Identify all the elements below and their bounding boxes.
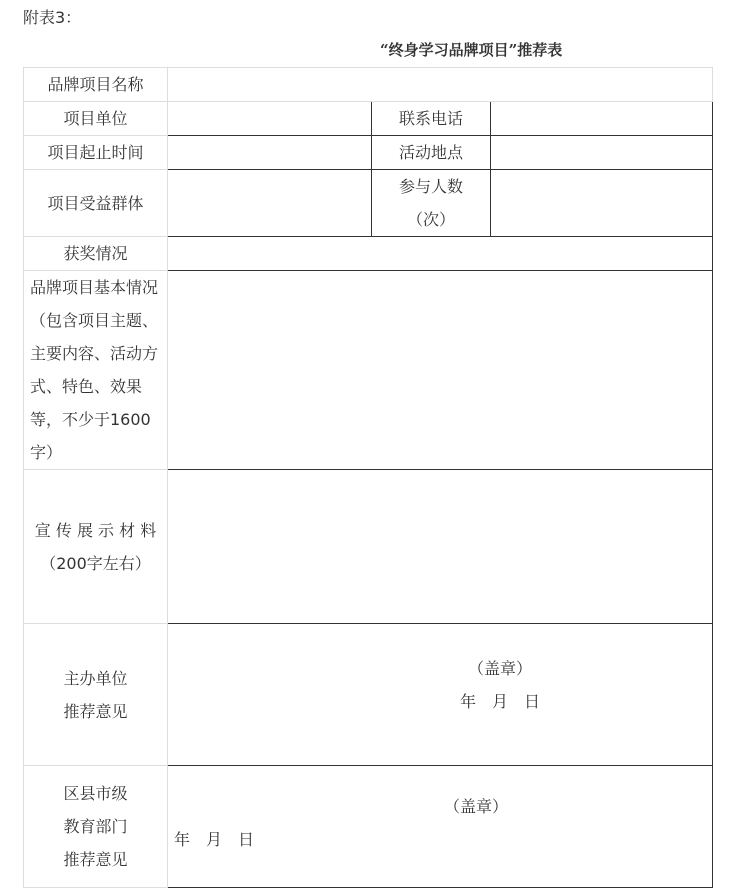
appendix-label: 附表3： [23, 8, 82, 27]
district-line-3: 推荐意见 [63, 850, 128, 869]
form-title: “终身学习品牌项目”推荐表 [380, 41, 563, 59]
basic-info-line-3: 主要内容、活动方 [30, 344, 159, 363]
row-period [24, 136, 713, 170]
label-brand-name: 品牌项目名称 [24, 68, 168, 102]
field-participants[interactable] [491, 170, 713, 237]
promo-line-1: 宣 传 展 示 材 料 [34, 520, 157, 540]
row-awards [24, 237, 713, 271]
field-beneficiary[interactable] [168, 170, 372, 237]
field-promo[interactable] [168, 470, 713, 624]
label-unit: 项目单位 [24, 102, 168, 136]
organizer-line-2: 推荐意见 [63, 701, 128, 721]
organizer-date: 年 月 日 [459, 692, 540, 711]
organizer-line-1: 主办单位 [63, 668, 128, 688]
field-basic-info[interactable] [168, 271, 713, 470]
field-district[interactable] [168, 766, 713, 888]
label-participants-line2: （次） [406, 210, 455, 229]
field-phone[interactable] [491, 102, 713, 136]
row-district [24, 766, 713, 888]
label-awards: 获奖情况 [24, 237, 168, 271]
recommendation-form-table [23, 67, 713, 888]
promo-line-2: （200字左右） [40, 553, 151, 573]
basic-info-line-5: 等，不少于1600 [30, 410, 151, 429]
row-brand-name [24, 68, 713, 102]
district-date: 年 月 日 [174, 830, 255, 849]
label-basic-info [24, 271, 168, 470]
field-period[interactable] [168, 136, 372, 170]
field-organizer[interactable] [168, 624, 713, 766]
label-participants [372, 170, 491, 237]
field-brand-name[interactable] [168, 68, 713, 102]
label-organizer [24, 624, 168, 766]
label-period: 项目起止时间 [24, 136, 168, 170]
district-line-1: 区县市级 [63, 784, 128, 803]
district-seal: （盖章） [444, 797, 509, 816]
field-unit[interactable] [168, 102, 372, 136]
field-awards[interactable] [168, 237, 713, 271]
row-beneficiary [24, 170, 713, 237]
basic-info-line-1: 品牌项目基本情况 [30, 278, 159, 297]
label-district [24, 766, 168, 888]
label-phone: 联系电话 [372, 102, 491, 136]
basic-info-line-4: 式、特色、效果 [30, 377, 143, 396]
district-line-2: 教育部门 [63, 817, 128, 836]
basic-info-line-2: （包含项目主题、 [30, 311, 159, 330]
label-participants-line1: 参与人数 [398, 177, 463, 196]
basic-info-line-6: 字） [30, 443, 63, 462]
row-organizer [24, 624, 713, 766]
label-promo [24, 470, 168, 624]
field-venue[interactable] [491, 136, 713, 170]
label-venue: 活动地点 [372, 136, 491, 170]
label-beneficiary: 项目受益群体 [24, 170, 168, 237]
row-unit [24, 102, 713, 136]
organizer-seal: （盖章） [467, 659, 532, 678]
row-basic-info [24, 271, 713, 470]
row-promo [24, 470, 713, 624]
